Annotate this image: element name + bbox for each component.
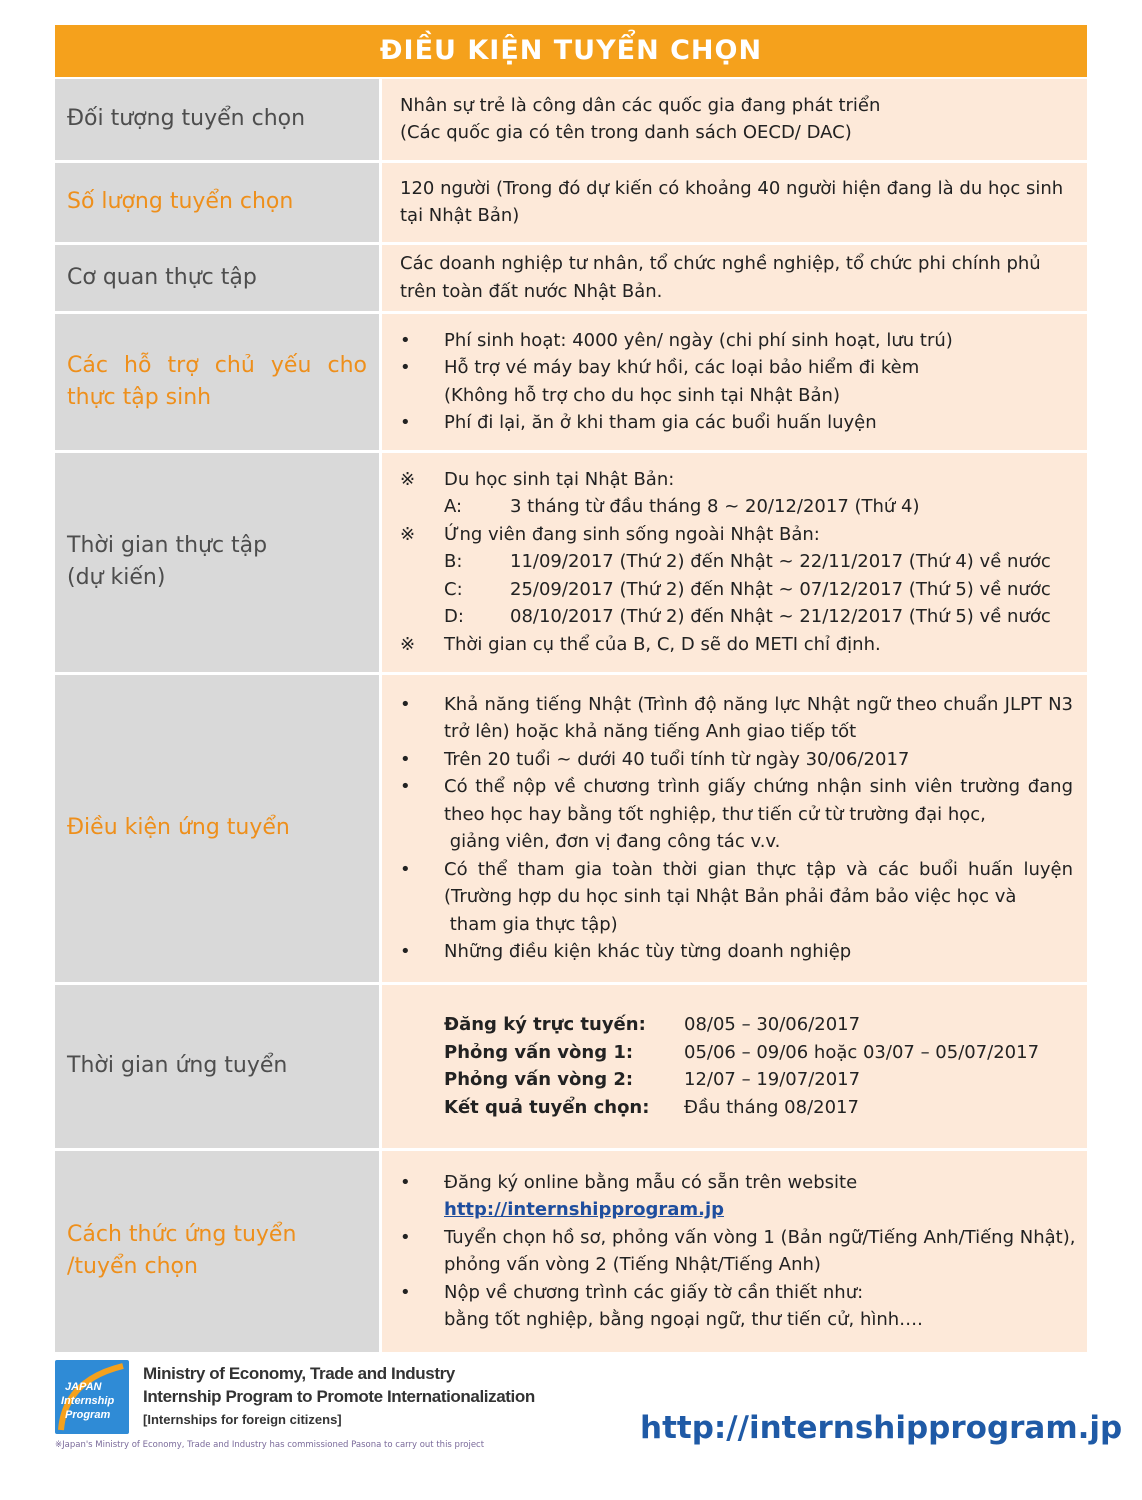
list-item (400, 1279, 1073, 1334)
bullet: • (400, 693, 411, 715)
row-label: Điều kiện ứng tuyển (55, 673, 381, 983)
item-text (444, 856, 1073, 939)
note-item (400, 631, 1073, 659)
bullet: • (400, 1171, 411, 1193)
ministry-name: Ministry of Economy, Trade and Industry (143, 1364, 455, 1383)
row-content (381, 243, 1088, 312)
date-key: B: (444, 551, 463, 573)
schedule-key: Kết quả tuyển chọn: (444, 1096, 650, 1118)
list-item (400, 354, 1073, 382)
text-line: (Trường hợp du học sinh tại Nhật Bản phải đảm bảo việc học và (444, 886, 1017, 907)
footer (0, 1352, 1142, 1500)
row-label (55, 312, 381, 451)
row-quantity (55, 161, 1087, 243)
row-label (55, 451, 381, 673)
text-line: 120 người (Trong đó dự kiến có khoảng 40 người hiện đang là du học sinh (400, 177, 1064, 199)
ministry-block (143, 1362, 535, 1432)
text-line: bằng tốt nghiệp, bằng ngoại ngữ, thư tiến cử, hình…. (444, 1309, 923, 1330)
text-line: Nộp về chương trình các giấy tờ cần thiết như: (444, 1281, 864, 1303)
schedule-key: Phỏng vấn vòng 2: (444, 1069, 634, 1090)
text-line: tại Nhật Bản) (400, 205, 520, 226)
date-line (400, 548, 1073, 576)
list-item (400, 327, 1073, 355)
schedule-item (400, 1094, 1073, 1122)
item-text: Thời gian cụ thể của B, C, D sẽ do METI chỉ định. (444, 633, 881, 655)
schedule-value: 12/07 – 19/07/2017 (684, 1069, 861, 1090)
logo-graphic (55, 1360, 129, 1434)
footer-url-link[interactable]: http://internshipprogram.jp (640, 1410, 1123, 1446)
date-line (400, 576, 1073, 604)
text-line: theo học hay bằng tốt nghiệp, thư tiến cử từ trường đại học, (444, 803, 986, 825)
row-requirements (55, 673, 1087, 983)
date-text: 08/10/2017 (Thứ 2) đến Nhật ~ 21/12/2017 (Thứ 5) về nước (510, 606, 1051, 628)
row-method (55, 1149, 1087, 1353)
row-label: Đối tượng tuyển chọn (55, 79, 381, 161)
program-subtitle: [Internships for foreign citizens] (143, 1412, 342, 1427)
row-host (55, 243, 1087, 312)
bullet: • (400, 329, 411, 351)
list-item (400, 746, 1073, 774)
text-line: Tuyển chọn hồ sơ, phỏng vấn vòng 1 (Bản ngữ/Tiếng Anh/Tiếng Nhật), (444, 1226, 1076, 1248)
label-line: thực tập sinh (67, 384, 212, 410)
date-text: 11/09/2017 (Thứ 2) đến Nhật ~ 22/11/2017 (Thứ 4) về nước (510, 551, 1051, 573)
text-line: Có thể tham gia toàn thời gian thực tập và các buổi huấn luyện (444, 858, 1073, 880)
item-text (444, 1169, 1073, 1224)
schedule-item (400, 1011, 1073, 1039)
label-line: /tuyển chọn (67, 1254, 198, 1279)
text-line: trở lên) hoặc khả năng tiếng Anh giao tiếp tốt (444, 721, 857, 742)
label-line: (dự kiến) (67, 565, 166, 590)
reference-mark: ※ (400, 468, 416, 490)
page-title: ĐIỀU KIỆN TUYỂN CHỌN (55, 25, 1087, 77)
date-key: C: (444, 578, 463, 600)
text-line: Khả năng tiếng Nhật (Trình độ năng lực Nhật ngữ theo chuẩn JLPT N3 (444, 693, 1073, 715)
bullet: • (400, 748, 411, 770)
list-item (400, 409, 1073, 437)
commission-note: ※Japan's Ministry of Economy, Trade and Industry has commissioned Pasona to carry out this project (55, 1440, 485, 1450)
bullet: • (400, 776, 411, 797)
item-text (444, 691, 1073, 746)
row-label: Thời gian ứng tuyển (55, 983, 381, 1149)
item-text (444, 773, 1073, 856)
list-item (400, 773, 1073, 856)
item-text: Ứng viên đang sinh sống ngoài Nhật Bản: (444, 523, 820, 545)
bullet: • (400, 1226, 411, 1248)
list-item (400, 1169, 1073, 1224)
bullet: • (400, 941, 411, 962)
schedule-value: 05/06 – 09/06 hoặc 03/07 – 05/07/2017 (684, 1041, 1040, 1063)
item-text: Phí sinh hoạt: 4000 yên/ ngày (chi phí sinh hoạt, lưu trú) (444, 329, 953, 351)
date-line (400, 603, 1073, 631)
row-content (381, 79, 1088, 161)
row-content (381, 673, 1088, 983)
list-item (400, 691, 1073, 746)
text-line: giảng viên, đơn vị đang công tác v.v. (444, 831, 781, 852)
date-key: A: (444, 496, 463, 518)
row-label: Số lượng tuyển chọn (55, 161, 381, 243)
list-item (400, 856, 1073, 939)
label-line: Cách thức ứng tuyển (67, 1222, 297, 1247)
text-line: Có thể nộp về chương trình giấy chứng nhận sinh viên trường đang (444, 776, 1073, 797)
text-line: tham gia thực tập) (444, 913, 618, 935)
program-name: Internship Program to Promote Internationalization (143, 1387, 535, 1406)
schedule-value: Đầu tháng 08/2017 (684, 1096, 859, 1118)
label-line: Các hỗ trợ chủ yếu cho (67, 352, 367, 378)
logo-text: Internship (61, 1395, 115, 1407)
logo-text: Program (65, 1409, 111, 1421)
bullet: • (400, 357, 411, 378)
list-item (400, 1224, 1076, 1279)
logo-text: JAPAN (65, 1381, 102, 1393)
bullet: • (400, 858, 411, 880)
row-content (381, 312, 1088, 451)
text-line: Nhân sự trẻ là công dân các quốc gia đang phát triển (400, 94, 881, 116)
list-item (400, 938, 1073, 966)
text-line: (Các quốc gia có tên trong danh sách OECD/ DAC) (400, 122, 852, 144)
note-item (400, 521, 1073, 549)
label-line: Thời gian thực tập (67, 533, 268, 558)
row-target (55, 79, 1087, 161)
reference-mark: ※ (400, 633, 416, 655)
row-content (381, 161, 1088, 243)
schedule-value: 08/05 – 30/06/2017 (684, 1014, 861, 1035)
text-line: Đăng ký online bằng mẫu có sẵn trên website (444, 1171, 858, 1193)
item-text: Những điều kiện khác tùy từng doanh nghiệp (444, 941, 852, 962)
row-content (381, 451, 1088, 673)
website-link[interactable]: http://internshipprogram.jp (444, 1199, 725, 1220)
row-content (381, 1149, 1088, 1353)
item-text: Du học sinh tại Nhật Bản: (444, 468, 675, 490)
item-text (444, 1224, 1075, 1279)
date-key: D: (444, 606, 464, 628)
row-schedule (55, 983, 1087, 1149)
text-line: Các doanh nghiệp tư nhân, tổ chức nghề nghiệp, tổ chức phi chính phủ (400, 253, 1041, 274)
bullet: • (400, 412, 411, 433)
reference-mark: ※ (400, 523, 416, 545)
item-text: Phí đi lại, ăn ở khi tham gia các buổi huấn luyện (444, 412, 877, 433)
date-text: 25/09/2017 (Thứ 2) đến Nhật ~ 07/12/2017 (Thứ 5) về nước (510, 578, 1051, 600)
row-period (55, 451, 1087, 673)
note-item (400, 466, 1073, 494)
schedule-item (400, 1039, 1073, 1067)
row-label: Cơ quan thực tập (55, 243, 381, 312)
row-label (55, 1149, 381, 1353)
schedule-key: Phỏng vấn vòng 1: (444, 1041, 634, 1063)
text-line: phỏng vấn vòng 2 (Tiếng Nhật/Tiếng Anh) (444, 1254, 821, 1275)
criteria-table (55, 79, 1087, 1355)
row-content (381, 983, 1088, 1149)
bullet: • (400, 1281, 411, 1303)
schedule-item (400, 1066, 1073, 1094)
text-line: trên toàn đất nước Nhật Bản. (400, 280, 663, 302)
item-text: Hỗ trợ vé máy bay khứ hồi, các loại bảo hiểm đi kèm (444, 357, 920, 378)
date-text: 3 tháng từ đầu tháng 8 ~ 20/12/2017 (Thứ 4) (510, 496, 920, 518)
item-text (444, 1279, 1073, 1334)
item-text: Trên 20 tuổi ~ dưới 40 tuổi tính từ ngày 30/06/2017 (444, 748, 910, 770)
program-logo (55, 1360, 129, 1434)
row-support (55, 312, 1087, 451)
date-line (400, 493, 1073, 521)
schedule-key: Đăng ký trực tuyến: (444, 1014, 646, 1035)
item-continuation: (Không hỗ trợ cho du học sinh tại Nhật Bản) (444, 384, 840, 406)
